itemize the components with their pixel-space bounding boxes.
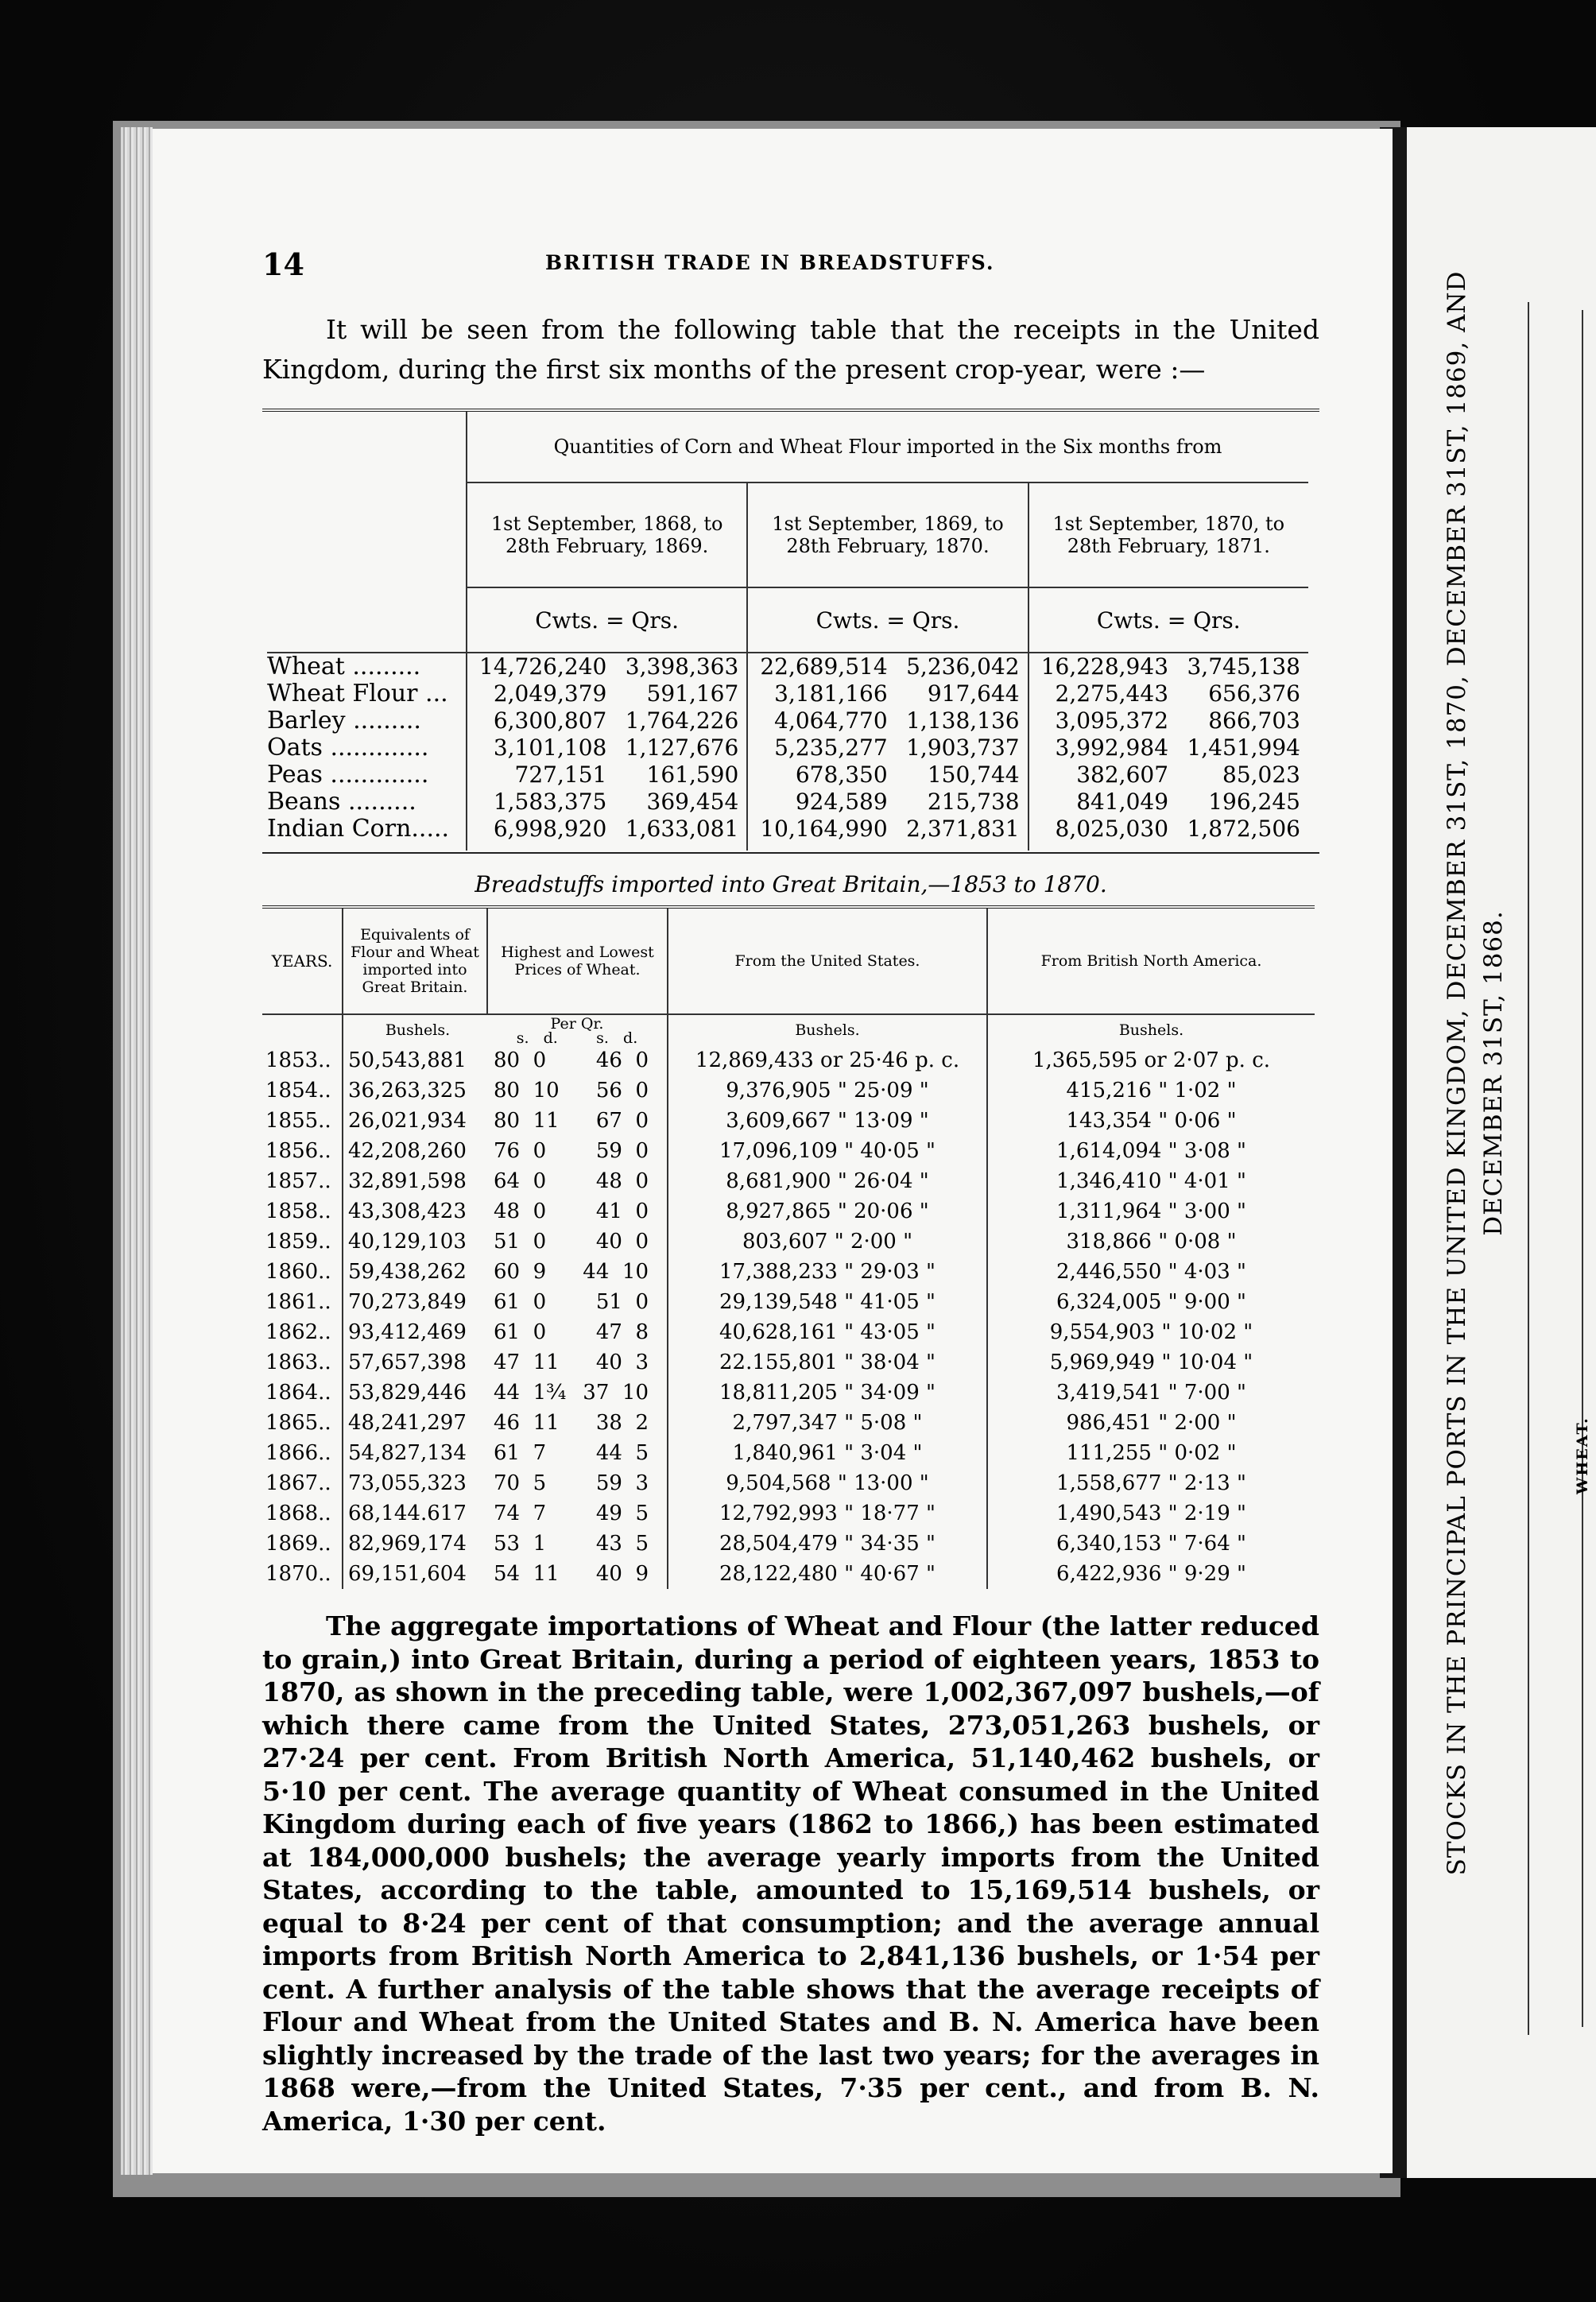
commodity-label: Indian Corn..... [267,815,450,843]
highest-price: 61 0 [494,1290,547,1314]
year-cell: 1860.. [265,1260,331,1284]
side-rule [1528,302,1529,2035]
table2-row [262,1227,1315,1257]
price-cell [487,1529,668,1559]
sd-label: s. d. s. d. [516,1029,638,1047]
lowest-price: 59 0 [595,1139,649,1163]
us-cell: 40,628,161 " 43·05 " [668,1317,987,1347]
price-cell [487,1287,668,1317]
facing-title-line2: DECEMBER 31ST, 1868. [1479,910,1508,1236]
price-cell [487,1196,668,1227]
year-cell: 1853.. [265,1048,331,1072]
table1-cell: 6,300,807 [467,707,614,734]
page-number: 14 [262,246,304,282]
bna-cell: 318,866 " 0·08 " [987,1227,1315,1257]
highest-price: 76 0 [494,1139,547,1163]
period-header: 1st September, 1870, to 28th February, 1871. [1028,482,1308,587]
lowest-price: 51 0 [595,1290,649,1314]
lowest-price: 47 8 [595,1320,649,1344]
bna-cell: 6,340,153 " 7·64 " [987,1529,1315,1559]
price-cell [487,1498,668,1529]
table1-cell: 8,025,030 [1028,816,1176,851]
highest-price: 80 10 [494,1079,560,1103]
table2-body [262,1045,1315,1589]
table1-cell: 1,583,375 [467,789,614,816]
us-cell: 18,811,205 " 34·09 " [668,1378,987,1408]
table1-row [267,734,1308,762]
us-cell: 1,840,961 " 3·04 " [668,1438,987,1468]
equivalents-cell: 59,438,262 [343,1257,487,1287]
lowest-price: 44 10 [583,1260,649,1284]
table1-cell: 5,236,042 [906,653,1020,680]
bna-cell: 9,554,903 " 10·02 " [987,1317,1315,1347]
price-cell [487,1166,668,1196]
equivalents-cell: 69,151,604 [343,1559,487,1589]
highest-price: 54 11 [494,1562,560,1586]
price-cell [487,1227,668,1257]
equivalents-cell: 68,144.617 [343,1498,487,1529]
table1-cell: 1,633,081 [625,816,739,842]
lowest-price: 46 0 [595,1048,649,1072]
table2-row [262,1287,1315,1317]
equivalents-cell: 82,969,174 [343,1529,487,1559]
table1-cell: 369,454 [646,789,739,815]
imports-six-months-table [267,412,1308,851]
equivalents-header: Equivalents of Flour and Wheat imported into Great Britain. [343,907,487,1014]
table1-cell: 14,726,240 [467,653,614,680]
table1-caption: Quantities of Corn and Wheat Flour imported in the Six months from [467,412,1308,482]
commodity-label: Peas ............. [267,761,429,789]
table1-cell: 2,275,443 [1028,680,1176,707]
table1-cell: 1,138,136 [906,707,1020,734]
side-rule [1582,310,1583,2027]
year-cell: 1868.. [265,1502,331,1525]
price-cell [487,1438,668,1468]
bna-cell: 6,324,005 " 9·00 " [987,1287,1315,1317]
table1-cell: 866,703 [1208,707,1300,734]
table1-cell: 3,095,372 [1028,707,1176,734]
table1-cell: 1,127,676 [625,734,739,761]
bna-cell: 2,446,550 " 4·03 " [987,1257,1315,1287]
bna-cell: 6,422,936 " 9·29 " [987,1559,1315,1589]
page-header [262,238,1319,286]
equivalents-cell: 73,055,323 [343,1468,487,1498]
table1-cell: 382,607 [1028,762,1176,789]
lowest-price: 48 0 [595,1169,649,1193]
price-cell [487,1559,668,1589]
us-cell: 8,927,865 " 20·06 " [668,1196,987,1227]
equivalents-cell: 42,208,260 [343,1136,487,1166]
bushels-label: Bushels. [343,1014,487,1045]
page-edges [121,127,153,2175]
breadstuffs-table [262,905,1315,1589]
us-cell: 803,607 " 2·00 " [668,1227,987,1257]
equivalents-cell: 43,308,423 [343,1196,487,1227]
lowest-price: 38 2 [595,1411,649,1435]
table2-row [262,1438,1315,1468]
year-cell: 1861.. [265,1290,331,1314]
us-cell: 8,681,900 " 26·04 " [668,1166,987,1196]
table1-row [267,762,1308,789]
highest-price: 70 5 [494,1471,547,1495]
table1-cell: 22,689,514 [747,653,895,680]
table2-row [262,1408,1315,1438]
price-cell [487,1408,668,1438]
us-cell: 29,139,548 " 41·05 " [668,1287,987,1317]
bna-bushels-label: Bushels. [987,1014,1315,1045]
bna-cell: 111,255 " 0·02 " [987,1438,1315,1468]
table1-cell: 2,371,831 [906,816,1020,842]
lowest-price: 56 0 [595,1079,649,1103]
commodity-label: Wheat ......... [267,653,421,680]
year-cell: 1870.. [265,1562,331,1586]
equivalents-cell: 50,543,881 [343,1045,487,1075]
table2-row [262,1347,1315,1378]
us-bushels-label: Bushels. [668,1014,987,1045]
highest-price: 60 9 [494,1260,547,1284]
table1-cell: 3,101,108 [467,734,614,762]
equivalents-cell: 36,263,325 [343,1075,487,1106]
year-cell: 1857.. [265,1169,331,1193]
equivalents-cell: 70,273,849 [343,1287,487,1317]
price-cell [487,1347,668,1378]
bna-cell: 5,969,949 " 10·04 " [987,1347,1315,1378]
lowest-price: 44 5 [595,1441,649,1465]
lowest-price: 43 5 [595,1532,649,1556]
table1-row [267,707,1308,734]
bna-cell: 415,216 " 1·02 " [987,1075,1315,1106]
highest-price: 46 11 [494,1411,560,1435]
table2-row [262,1136,1315,1166]
table1-cell: 924,589 [747,789,895,816]
year-cell: 1856.. [265,1139,331,1163]
table2-row [262,1075,1315,1106]
table1-cell: 727,151 [467,762,614,789]
year-cell: 1864.. [265,1381,331,1405]
table2-row [262,1257,1315,1287]
table1-cell: 196,245 [1208,789,1300,815]
table2-row [262,1468,1315,1498]
us-cell: 22.155,801 " 38·04 " [668,1347,987,1378]
highest-price: 47 11 [494,1351,560,1374]
lowest-price: 40 3 [595,1351,649,1374]
bna-cell: 1,346,410 " 4·01 " [987,1166,1315,1196]
lowest-price: 40 9 [595,1562,649,1586]
table1-cell: 3,992,984 [1028,734,1176,762]
equivalents-cell: 32,891,598 [343,1166,487,1196]
equivalents-cell: 26,021,934 [343,1106,487,1136]
summary-paragraph: The aggregate importations of Wheat and Flour (the latter reduced to grain,) into Great Britain, during a period of eighteen years, 1853 to 1870, as shown in the preceding table, were 1,002,367,097 bushels,—of which there came from the United States, 273,051,263 bushels, or 27·24 per cent. From British North America, 51,140,462 bushels, or 5·10 per cent. The average quantity of Wheat consumed in the United Kingdom during each of five years (1862 to 1866,) has been estimated at 184,000,000 bushels; the average yearly imports from the United States, according to the table, amounted to 15,169,514 bushels, or equal to 8·24 per cent of that consumption; and the average annual imports from British North America to 2,841,136 bushels, or 1·54 per cent. A further analysis of the table shows that the average receipts of Flour and Wheat from the United States and B. N. America have been slightly increased by the trade of the last two years; for the averages in 1868 were,—from the United States, 7·35 per cent., and from B. N. America, 1·30 per cent. [262,1610,1319,2137]
year-cell: 1869.. [265,1532,331,1556]
table1-cell: 85,023 [1222,762,1300,788]
period-header: 1st September, 1869, to 28th February, 1870. [747,482,1028,587]
table1-cell: 161,590 [646,762,739,788]
year-cell: 1866.. [265,1441,331,1465]
table2-row [262,1045,1315,1075]
years-header: YEARS. [262,907,343,1014]
lowest-price: 49 5 [595,1502,649,1525]
table1-cell: 656,376 [1208,680,1300,707]
year-cell: 1858.. [265,1199,331,1223]
bna-cell: 1,614,094 " 3·08 " [987,1136,1315,1166]
page-content [262,238,1319,2137]
price-cell [487,1136,668,1166]
price-cell [487,1378,668,1408]
table1-row [267,816,1308,851]
us-cell: 28,122,480 " 40·67 " [668,1559,987,1589]
table2-row [262,1559,1315,1589]
period-header: 1st September, 1868, to 28th February, 1869. [467,482,747,587]
year-cell: 1862.. [265,1320,331,1344]
unit-header: Cwts. = Qrs. [467,587,747,653]
bna-cell: 1,311,964 " 3·00 " [987,1196,1315,1227]
table1-cell: 6,998,920 [467,816,614,851]
table-rule [262,852,1319,854]
us-cell: 9,376,905 " 25·09 " [668,1075,987,1106]
bna-header: From British North America. [987,907,1315,1014]
table2-caption: Breadstuffs imported into Great Britain,—1853 to 1870. [475,871,1107,897]
table1-cell: 3,398,363 [625,653,739,680]
price-cell [487,1257,668,1287]
us-cell: 12,792,993 " 18·77 " [668,1498,987,1529]
equivalents-cell: 40,129,103 [343,1227,487,1257]
lowest-price: 37 10 [583,1381,649,1405]
table1-cell: 3,745,138 [1187,653,1300,680]
us-cell: 9,504,568 " 13·00 " [668,1468,987,1498]
table1-cell: 16,228,943 [1028,653,1176,680]
table2-row [262,1317,1315,1347]
highest-price: 61 7 [494,1441,547,1465]
unit-header: Cwts. = Qrs. [747,587,1028,653]
table1-cell: 1,451,994 [1187,734,1300,761]
price-cell [487,1045,668,1075]
facing-page-title [1439,87,1512,2059]
bna-cell: 986,451 " 2·00 " [987,1408,1315,1438]
table1-cell: 841,049 [1028,789,1176,816]
table1-cell: 1,903,737 [906,734,1020,761]
us-cell: 3,609,667 " 13·09 " [668,1106,987,1136]
lowest-price: 67 0 [595,1109,649,1133]
us-header: From the United States. [668,907,987,1014]
highest-price: 64 0 [494,1169,547,1193]
table1-cell: 3,181,166 [747,680,895,707]
highest-price: 51 0 [494,1230,547,1254]
lowest-price: 40 0 [595,1230,649,1254]
facing-column-label: WHEAT. [1574,1416,1591,1494]
commodity-label: Wheat Flour ... [267,680,448,707]
commodity-label: Barley ......... [267,707,421,734]
facing-title-line1: STOCKS IN THE PRINCIPAL PORTS IN THE UNITED KINGDOM, DECEMBER 31ST, 1870, DECEMBER 31ST, 1869, AND [1443,270,1471,1876]
table1-cell: 215,738 [927,789,1020,815]
table1-row [267,680,1308,707]
price-cell [487,1106,668,1136]
intro-text: It will be seen from the following table that the receipts in the United Kingdom, during the first six months of the present crop-year, were :— [262,314,1319,385]
highest-price: 74 7 [494,1502,547,1525]
table2-row [262,1529,1315,1559]
us-cell: 17,096,109 " 40·05 " [668,1136,987,1166]
table1-cell: 1,872,506 [1187,816,1300,842]
prices-header: Highest and Lowest Prices of Wheat. [487,907,668,1014]
table2-row [262,1498,1315,1529]
year-cell: 1854.. [265,1079,331,1103]
us-cell: 28,504,479 " 34·35 " [668,1529,987,1559]
highest-price: 80 0 [494,1048,547,1072]
running-title: BRITISH TRADE IN BREADSTUFFS. [545,251,995,274]
us-cell: 17,388,233 " 29·03 " [668,1257,987,1287]
table1-cell: 5,235,277 [747,734,895,762]
table1-cell: 2,049,379 [467,680,614,707]
year-cell: 1865.. [265,1411,331,1435]
table1-cell: 591,167 [646,680,739,707]
table1-cell: 4,064,770 [747,707,895,734]
equivalents-cell: 54,827,134 [343,1438,487,1468]
price-cell [487,1075,668,1106]
table1-cell: 10,164,990 [747,816,895,851]
equivalents-cell: 53,829,446 [343,1378,487,1408]
highest-price: 61 0 [494,1320,547,1344]
unit-header: Cwts. = Qrs. [1028,587,1308,653]
table2-row [262,1196,1315,1227]
year-cell: 1863.. [265,1351,331,1374]
bna-cell: 143,354 " 0·06 " [987,1106,1315,1136]
bna-cell: 1,365,595 or 2·07 p. c. [987,1045,1315,1075]
bna-cell: 1,558,677 " 2·13 " [987,1468,1315,1498]
highest-price: 53 1 [494,1532,547,1556]
bna-cell: 3,419,541 " 7·00 " [987,1378,1315,1408]
equivalents-cell: 57,657,398 [343,1347,487,1378]
table1-cell: 1,764,226 [625,707,739,734]
table1-cell: 917,644 [927,680,1020,707]
table1-cell: 150,744 [927,762,1020,788]
table2-row [262,1106,1315,1136]
equivalents-cell: 93,412,469 [343,1317,487,1347]
equivalents-cell: 48,241,297 [343,1408,487,1438]
year-cell: 1859.. [265,1230,331,1254]
highest-price: 44 1¾ [494,1381,567,1405]
price-cell [487,1317,668,1347]
price-cell [487,1468,668,1498]
table1-row [267,789,1308,816]
lowest-price: 41 0 [595,1199,649,1223]
table2-row [262,1378,1315,1408]
us-cell: 12,869,433 or 25·46 p. c. [668,1045,987,1075]
table1-cell: 678,350 [747,762,895,789]
table2-row [262,1166,1315,1196]
us-cell: 2,797,347 " 5·08 " [668,1408,987,1438]
commodity-label: Beans ......... [267,788,416,816]
highest-price: 48 0 [494,1199,547,1223]
lowest-price: 59 3 [595,1471,649,1495]
table1-row [267,653,1308,680]
bna-cell: 1,490,543 " 2·19 " [987,1498,1315,1529]
per-qr-label: Per Qr. [550,1015,604,1033]
commodity-label: Oats ............. [267,734,429,762]
year-cell: 1855.. [265,1109,331,1133]
table1-body [267,653,1308,851]
year-cell: 1867.. [265,1471,331,1495]
highest-price: 80 11 [494,1109,560,1133]
